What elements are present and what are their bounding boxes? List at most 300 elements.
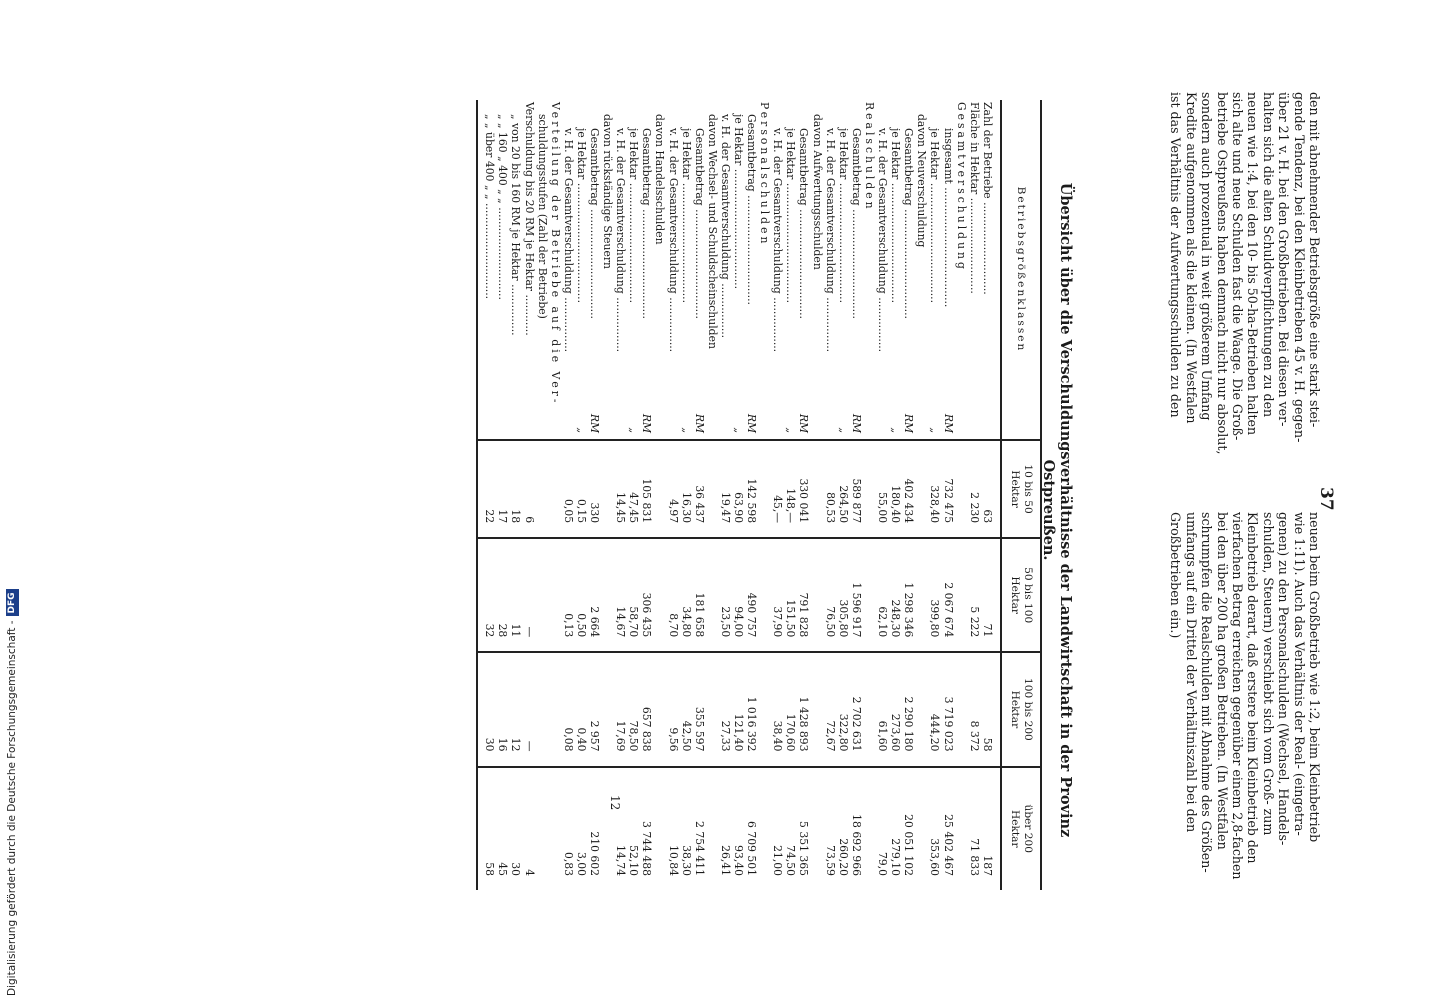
value-cell: 0,40 <box>575 652 588 766</box>
value-cell: 16,30 <box>680 440 693 538</box>
value-cell: 1 596 917 <box>850 538 863 652</box>
value-cell: 490 757 <box>745 538 758 652</box>
row-label: v. H. der Gesamtverschuldung <box>718 114 732 280</box>
value-cell <box>811 538 824 652</box>
value-cell: 47,45 <box>627 440 640 538</box>
leader-dots: ................................... <box>784 179 798 304</box>
value-cell: 26,41 <box>718 845 732 876</box>
row-label: davon Wechsel- und Schuldscheinschulden <box>705 114 719 349</box>
value-cell: 5 351 365 <box>797 821 811 876</box>
value-cell <box>955 440 968 538</box>
row-label-cell <box>902 100 915 440</box>
row-label-cell <box>797 100 810 440</box>
text-right-line: Großbetrieben ein.) <box>1168 512 1184 639</box>
value-cell <box>549 538 562 652</box>
leader-dots: ................................... <box>679 179 693 304</box>
table-row <box>758 100 771 890</box>
row-unit: RM <box>849 413 863 433</box>
value-cell: 25 402 467 <box>941 814 955 876</box>
leader-dots: ............................ <box>967 194 981 294</box>
value-cell: 18 <box>509 440 522 538</box>
row-unit: RM <box>692 413 706 433</box>
row-label: Gesamtbetrag <box>745 114 759 192</box>
row-label: je Hektar <box>836 128 850 180</box>
value-cell: 0,05 <box>562 440 575 538</box>
leader-dots: ................................ <box>640 205 654 319</box>
value-cell: 2 664 <box>588 538 601 652</box>
value-cell: 0,50 <box>575 538 588 652</box>
value-cell <box>536 440 549 538</box>
value-cell <box>536 652 549 766</box>
value-cell: 74,50 <box>784 845 798 876</box>
row-unit: „ <box>627 427 641 433</box>
row-label: Gesamtverschuldung <box>954 102 968 272</box>
value-cell: 260,20 <box>836 838 850 876</box>
row-label: „ „ 160 „ 400 „ „ <box>496 114 510 204</box>
header-col-0: 10 bis 50 Hektar <box>1001 440 1041 538</box>
table-row <box>941 100 954 890</box>
value-cell <box>811 767 824 890</box>
text-right-line: bei den über 200 ha großen Betrieben. (In Westfalen <box>1214 512 1230 850</box>
page-number: 37 <box>1316 487 1336 511</box>
row-unit: RM <box>941 413 955 433</box>
leader-dots: ................................ <box>797 205 811 319</box>
leader-dots: ................................ <box>692 205 706 319</box>
row-label: „ „ über 400 „ „ <box>483 114 497 200</box>
text-left-line: ist das Verhältnis der Aufwertungsschulden zu den <box>1168 92 1184 418</box>
row-label-cell <box>601 100 614 440</box>
leader-dots: ................ <box>666 293 680 353</box>
leader-dots: ................ <box>771 293 785 353</box>
value-cell <box>653 538 666 652</box>
value-cell: 210 602 <box>588 831 601 876</box>
value-cell: 58 <box>477 767 496 890</box>
table-row <box>915 100 928 890</box>
value-cell <box>863 652 876 766</box>
row-label: Realschulden <box>862 102 876 212</box>
value-cell: 732 475 <box>941 440 954 538</box>
value-cell <box>915 538 928 652</box>
leader-dots: ........................... <box>980 198 994 295</box>
value-cell <box>758 652 771 766</box>
table-row <box>889 100 902 890</box>
text-right-line: vierfachen Betrag erreichen gegenüber einem 2,8-fachen <box>1229 512 1245 880</box>
value-cell <box>549 767 562 890</box>
row-label-cell <box>745 100 758 440</box>
table-row <box>850 100 863 890</box>
value-cell: 399,80 <box>928 538 941 652</box>
value-cell: 62,10 <box>876 538 889 652</box>
value-cell: — <box>522 652 535 766</box>
value-cell: 45 <box>496 862 510 876</box>
leader-dots: ............... <box>509 280 523 336</box>
table-row <box>536 100 549 890</box>
row-label: v. H. der Gesamtverschuldung <box>823 128 837 294</box>
value-cell <box>601 652 614 766</box>
value-cell: 2 957 <box>588 652 601 766</box>
table-row <box>588 100 601 890</box>
leader-dots: ................................... <box>627 179 641 304</box>
header-col-1: 50 bis 100 Hektar <box>1001 538 1041 652</box>
row-label: je Hektar <box>627 128 641 180</box>
value-cell <box>536 767 549 890</box>
table-row <box>601 100 614 890</box>
text-right-line: schrumpfen die Realschulden mit Abnahme des Größen- <box>1199 512 1215 873</box>
table-row <box>771 100 784 890</box>
row-unit: „ <box>679 427 693 433</box>
text-right-line: Kleinbetrieb derart, daß erstere beim Kleinbetrieb den <box>1245 512 1261 864</box>
row-label-cell <box>666 100 679 440</box>
row-label-cell <box>863 100 876 440</box>
value-cell <box>863 538 876 652</box>
value-cell: 94,00 <box>732 538 745 652</box>
row-unit: „ <box>836 427 850 433</box>
table-header-row <box>1001 100 1041 890</box>
table-row <box>955 100 968 890</box>
row-label: je Hektar <box>889 128 903 180</box>
text-right-line: umfangs auf ein Drittel der Verhältniszahl bei den <box>1183 512 1199 833</box>
value-cell: 181 658 <box>693 538 706 652</box>
value-cell: 63,90 <box>732 440 745 538</box>
value-cell: 36 437 <box>693 440 706 538</box>
row-label-cell <box>680 100 693 440</box>
value-cell: 2 290 180 <box>902 652 915 766</box>
row-label: Gesamtbetrag <box>640 128 654 206</box>
table-row <box>811 100 824 890</box>
value-cell <box>758 440 771 538</box>
value-cell: 0,08 <box>562 652 575 766</box>
value-cell <box>706 652 719 766</box>
row-label-cell <box>876 100 889 440</box>
value-cell: 353,60 <box>928 838 942 876</box>
text-left-line: betriebe Ostpreußens haben demnach nicht nur absolut, <box>1214 92 1230 455</box>
value-cell: 273,60 <box>889 652 902 766</box>
value-cell: 71 833 <box>967 838 981 876</box>
text-left-line: gende Tendenz, bei den Kleinbetrieben 45 v. H. gegen- <box>1291 92 1307 443</box>
row-label-cell <box>719 100 732 440</box>
leader-dots: ................................ <box>588 205 601 319</box>
row-label-cell <box>614 100 627 440</box>
value-cell: 16 <box>496 652 509 766</box>
row-label: davon Aufwertungsschulden <box>810 114 824 270</box>
table-row <box>522 100 535 890</box>
text-right-line: schulden, Steuern) verschiebt sich vom Groß- zum <box>1260 512 1276 836</box>
value-cell: 11 <box>509 538 522 652</box>
table-row <box>614 100 627 890</box>
value-cell <box>863 767 876 890</box>
row-label: je Hektar <box>784 128 798 180</box>
row-label: schuldungsstufen (Zahl der Betriebe) <box>535 114 549 319</box>
text-left-line: sondern auch prozentual in weit größerem Umfang <box>1199 92 1215 421</box>
row-label: v. H. der Gesamtverschuldung <box>561 128 575 294</box>
text-right-line: genen) zu den Personalschulden (Wechsel, Handels- <box>1276 512 1292 846</box>
value-cell: 148,— <box>784 440 797 538</box>
value-cell <box>811 652 824 766</box>
value-cell: 151,50 <box>784 538 797 652</box>
leader-dots: ................ <box>561 293 575 353</box>
text-column-left <box>1168 92 1322 472</box>
row-label: Verteilung der Betriebe auf die Ver- <box>548 102 562 406</box>
value-cell: 306 435 <box>640 538 653 652</box>
table-row <box>477 100 496 890</box>
value-cell: 6 <box>522 440 535 538</box>
value-cell: 38,30 <box>679 845 693 876</box>
value-cell: 34,80 <box>680 538 693 652</box>
row-label-cell <box>693 100 706 440</box>
text-right-line: neuen beim Großbetrieb wie 1:2, beim Kleinbetrieb <box>1307 512 1322 843</box>
value-cell: 180,40 <box>889 440 902 538</box>
value-cell: 657 838 <box>640 652 653 766</box>
value-cell: 322,80 <box>837 652 850 766</box>
text-right-line: wie 1:11). Auch das Verhältnis der Real- (eingetra- <box>1291 512 1307 836</box>
value-cell: 1 428 893 <box>797 652 810 766</box>
value-cell: 330 <box>588 440 601 538</box>
leader-dots: ............................ <box>483 199 497 300</box>
leader-dots: ................................... <box>889 179 903 304</box>
value-cell: 14,67 <box>614 538 627 652</box>
value-cell: 2 754 411 <box>692 821 706 876</box>
row-unit: RM <box>588 413 601 433</box>
table-row <box>863 100 876 890</box>
value-cell: 21,00 <box>771 845 785 876</box>
value-cell: 27,33 <box>719 652 732 766</box>
row-label-cell <box>575 100 588 440</box>
value-cell <box>536 538 549 652</box>
text-left-line: neuen wie 1:4, bei den 10- bis 50-ha-Betrieben halten <box>1245 92 1261 436</box>
value-cell: 76,50 <box>824 538 837 652</box>
table-row <box>706 100 719 890</box>
value-cell: 72,67 <box>824 652 837 766</box>
value-cell: 3 744 488 <box>640 821 654 876</box>
value-cell: 17 <box>496 440 509 538</box>
table-title: Übersicht über die Verschuldungsverhältnisse der Landwirtschaft in der Provinz Ostpreußen. <box>1040 182 1074 838</box>
row-label: Personalschulden <box>758 102 772 247</box>
row-label-cell <box>732 100 745 440</box>
value-cell: 19,47 <box>719 440 732 538</box>
table-row <box>627 100 640 890</box>
row-label-cell <box>941 100 954 440</box>
text-left-line: über 21 v. H. bei den Großbetrieben. Bei diesen ver- <box>1276 92 1292 427</box>
row-label-cell <box>889 100 902 440</box>
header-col-2: 100 bis 200 Hektar <box>1001 652 1041 766</box>
row-label-cell <box>522 100 535 440</box>
row-label: Fläche in Hektar <box>967 102 981 195</box>
table-row <box>928 100 941 890</box>
dfg-side-note <box>4 592 20 996</box>
value-cell: 58 <box>981 652 1001 766</box>
value-cell: 80,53 <box>824 440 837 538</box>
value-cell: 264,50 <box>837 440 850 538</box>
value-cell: 58,70 <box>627 538 640 652</box>
value-cell: 305,80 <box>837 538 850 652</box>
row-label: v. H. der Gesamtverschuldung <box>876 128 890 294</box>
row-label-cell <box>771 100 784 440</box>
value-cell: 355 597 <box>693 652 706 766</box>
row-label: je Hektar <box>732 114 746 166</box>
leader-dots: ................ <box>718 279 732 339</box>
row-label: Gesamtbetrag <box>692 128 706 206</box>
value-cell: — <box>522 538 535 652</box>
row-label-cell <box>850 100 863 440</box>
text-column-right <box>1168 512 1322 892</box>
value-cell: 1 298 346 <box>902 538 915 652</box>
value-cell: 30 <box>509 862 523 876</box>
table-row <box>876 100 889 890</box>
value-cell: 4 <box>522 869 536 876</box>
value-cell: 71 <box>981 538 1001 652</box>
value-cell <box>915 440 928 538</box>
value-cell: 330 041 <box>797 440 810 538</box>
row-label-cell <box>837 100 850 440</box>
row-label-cell <box>968 100 981 440</box>
footer-page-number: 12 <box>608 795 622 811</box>
value-cell <box>915 767 928 890</box>
value-cell <box>601 440 614 538</box>
value-cell: 791 828 <box>797 538 810 652</box>
value-cell: 328,40 <box>928 440 941 538</box>
row-label: davon Handelsschulden <box>653 114 667 245</box>
row-label-cell <box>824 100 837 440</box>
value-cell: 52,10 <box>627 845 641 876</box>
value-cell: 79,0 <box>876 851 890 876</box>
row-label: je Hektar <box>574 128 588 180</box>
table-row <box>693 100 706 890</box>
value-cell: 3,00 <box>574 851 588 876</box>
row-label: v. H. der Gesamtverschuldung <box>666 128 680 294</box>
value-cell: 38,40 <box>771 652 784 766</box>
value-cell: 78,50 <box>627 652 640 766</box>
value-cell: 187 <box>980 855 994 876</box>
value-cell <box>863 440 876 538</box>
value-cell: 3 719 023 <box>941 652 954 766</box>
table-row <box>549 100 562 890</box>
table-row <box>745 100 758 890</box>
row-label: Gesamtbetrag <box>797 128 811 206</box>
row-label-cell <box>758 100 771 440</box>
row-label: Gesamtbetrag <box>902 128 916 206</box>
row-unit: RM <box>745 413 759 433</box>
text-left-line: Kredite aufgenommen als die kleinen. (In Westfalen <box>1183 92 1199 424</box>
row-label-cell <box>477 100 496 440</box>
value-cell: 589 877 <box>850 440 863 538</box>
text-left-line: sich alte und neue Schulden fast die Waage. Die Groß- <box>1229 92 1245 441</box>
leader-dots: ................................... <box>574 179 588 304</box>
row-label-cell <box>640 100 653 440</box>
row-label: v. H. der Gesamtverschuldung <box>771 128 785 294</box>
leader-dots: ................................ <box>849 205 863 319</box>
row-label: je Hektar <box>679 128 693 180</box>
row-label-cell <box>811 100 824 440</box>
value-cell: 1 016 392 <box>745 652 758 766</box>
header-size-classes: Betriebsgrößenklassen <box>1001 100 1041 440</box>
row-label-cell <box>981 100 1001 440</box>
row-label: Gesamtbetrag <box>849 128 863 206</box>
value-cell: 142 598 <box>745 440 758 538</box>
table-row <box>981 100 1001 890</box>
table-row <box>562 100 575 890</box>
value-cell: 14,45 <box>614 440 627 538</box>
dfg-note-text: Digitalisierung gefördert durch die Deutsche Forschungsgemeinschaft - <box>6 620 18 996</box>
value-cell <box>811 440 824 538</box>
value-cell: 6 709 501 <box>745 821 759 876</box>
table-row <box>732 100 745 890</box>
value-cell: 42,50 <box>680 652 693 766</box>
value-cell: 402 434 <box>902 440 915 538</box>
value-cell: 32 <box>477 538 496 652</box>
table-row <box>666 100 679 890</box>
value-cell: 9,56 <box>666 652 679 766</box>
value-cell <box>758 538 771 652</box>
row-label-cell <box>706 100 719 440</box>
row-unit: „ <box>732 427 746 433</box>
row-label-cell <box>496 100 509 440</box>
leader-dots: ........................... <box>496 203 510 300</box>
row-label-cell <box>928 100 941 440</box>
value-cell <box>653 652 666 766</box>
value-cell: 248,30 <box>889 538 902 652</box>
row-label: v. H. der Gesamtverschuldung <box>614 128 628 294</box>
row-label: je Hektar <box>928 128 942 180</box>
row-unit: RM <box>902 413 916 433</box>
value-cell: 63 <box>981 440 1001 538</box>
value-cell <box>706 440 719 538</box>
row-unit: „ <box>784 427 798 433</box>
leader-dots: ................ <box>823 293 837 353</box>
row-label-cell <box>653 100 666 440</box>
table-row <box>968 100 981 890</box>
row-label-cell <box>562 100 575 440</box>
leader-dots: ................................... <box>732 165 746 290</box>
table-row <box>797 100 810 890</box>
value-cell: 23,50 <box>719 538 732 652</box>
row-label-cell <box>915 100 928 440</box>
value-cell: 0,83 <box>561 851 575 876</box>
value-cell: 18 692 966 <box>849 814 863 876</box>
value-cell: 2 230 <box>968 440 981 538</box>
dfg-logo: DFG <box>6 589 19 616</box>
value-cell: 93,40 <box>732 845 746 876</box>
row-label-cell <box>955 100 968 440</box>
table-row <box>653 100 666 890</box>
leader-dots: ................................ <box>745 191 759 305</box>
value-cell <box>653 440 666 538</box>
table-row <box>509 100 522 890</box>
leader-dots: ................................... <box>836 179 850 304</box>
value-cell: 121,40 <box>732 652 745 766</box>
value-cell: 12 <box>509 652 522 766</box>
value-cell <box>601 767 614 890</box>
value-cell: 2 702 631 <box>850 652 863 766</box>
value-cell: 73,59 <box>823 845 837 876</box>
value-cell: 5 222 <box>968 538 981 652</box>
value-cell: 22 <box>477 440 496 538</box>
value-cell: 105 831 <box>640 440 653 538</box>
table-row <box>680 100 693 890</box>
row-label: Zahl der Betriebe <box>980 102 994 199</box>
row-label: davon Neuverschuldung <box>915 114 929 248</box>
row-label-cell <box>627 100 640 440</box>
value-cell: 8 372 <box>968 652 981 766</box>
value-cell: 2 067 674 <box>941 538 954 652</box>
row-label-cell <box>588 100 601 440</box>
table-row <box>824 100 837 890</box>
table-row <box>640 100 653 890</box>
value-cell <box>706 538 719 652</box>
value-cell: 170,60 <box>784 652 797 766</box>
value-cell: 444,20 <box>928 652 941 766</box>
leader-dots: ................ <box>876 293 890 353</box>
row-unit: RM <box>797 413 811 433</box>
